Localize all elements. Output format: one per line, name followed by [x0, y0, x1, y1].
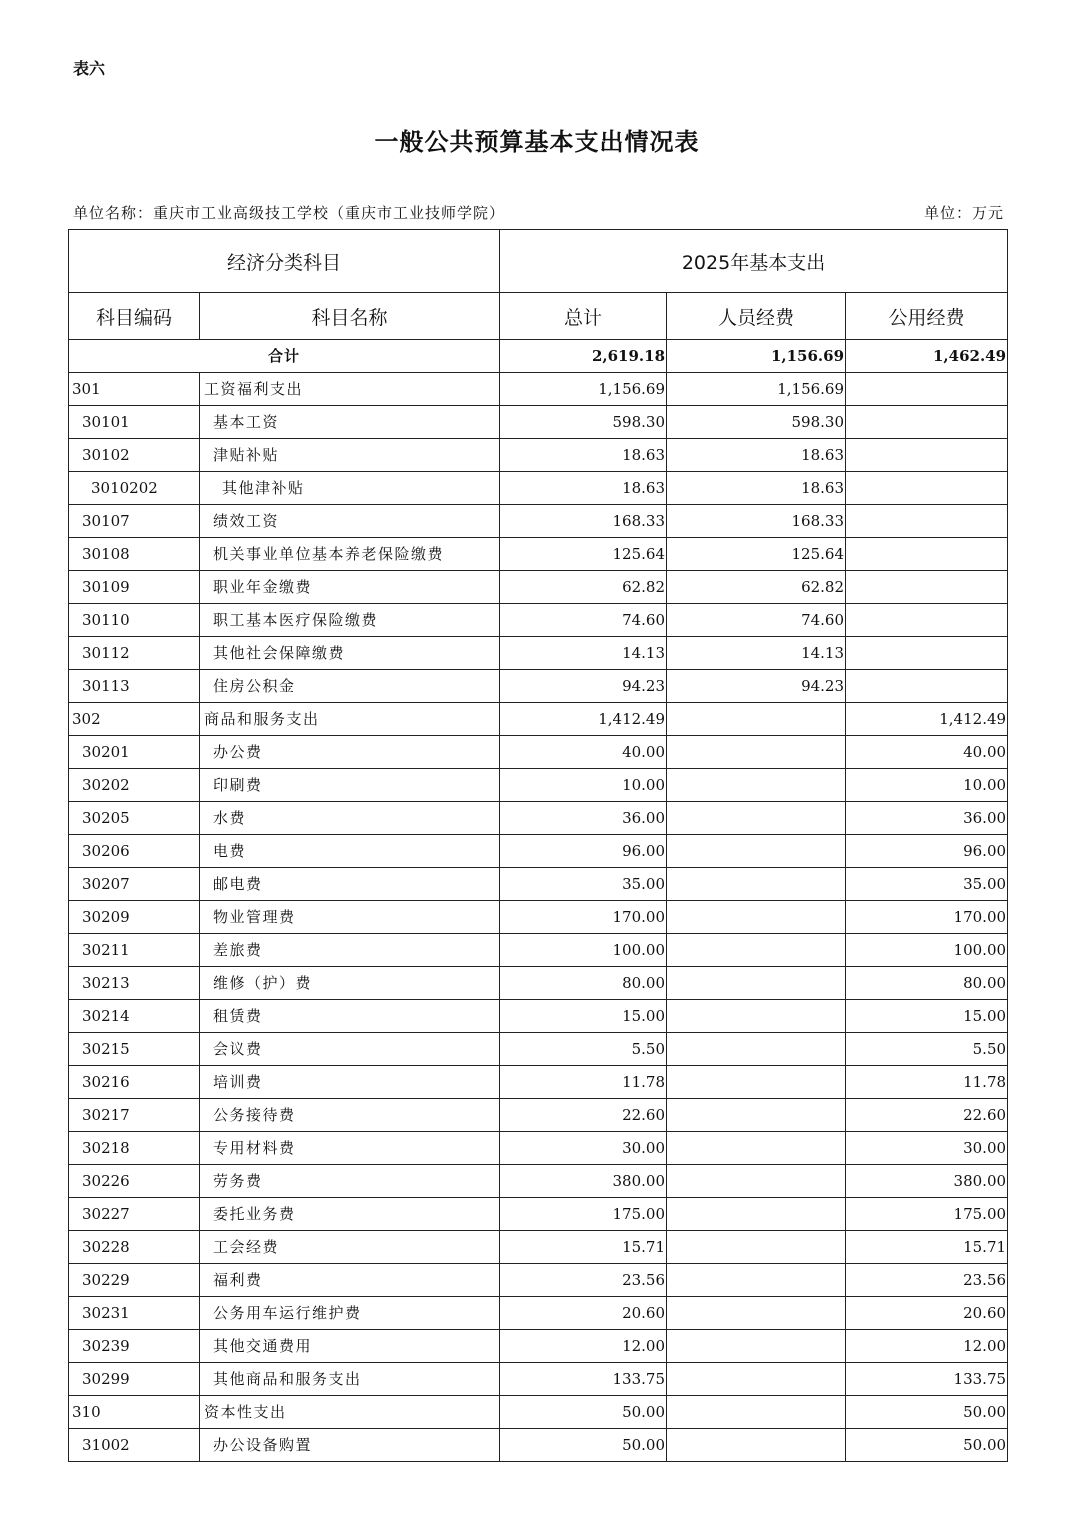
- row-total: 14.13: [500, 637, 667, 670]
- row-name: 办公设备购置: [200, 1429, 500, 1462]
- table-row: [69, 1099, 1008, 1132]
- row-total: 170.00: [500, 901, 667, 934]
- table-row: [69, 1066, 1008, 1099]
- row-personnel: [667, 967, 846, 1000]
- page-title: 一般公共预算基本支出情况表: [374, 127, 700, 156]
- row-public: 96.00: [846, 835, 1008, 868]
- table-row: [69, 1264, 1008, 1297]
- total-personnel: 1,156.69: [667, 340, 846, 373]
- row-public: [846, 670, 1008, 703]
- row-personnel: [667, 901, 846, 934]
- row-name: 电费: [200, 835, 500, 868]
- row-code: 30109: [69, 571, 200, 604]
- row-name: 劳务费: [200, 1165, 500, 1198]
- row-code: 30299: [69, 1363, 200, 1396]
- table-row: [69, 1198, 1008, 1231]
- row-total: 1,156.69: [500, 373, 667, 406]
- table-row: [69, 736, 1008, 769]
- row-personnel: [667, 769, 846, 802]
- row-public: 1,412.49: [846, 703, 1008, 736]
- row-personnel: 598.30: [667, 406, 846, 439]
- row-personnel: [667, 1066, 846, 1099]
- total-label: 合计: [69, 340, 500, 373]
- row-total: 175.00: [500, 1198, 667, 1231]
- row-personnel: [667, 934, 846, 967]
- row-name: 职工基本医疗保险缴费: [200, 604, 500, 637]
- table-row: [69, 1363, 1008, 1396]
- row-public: 133.75: [846, 1363, 1008, 1396]
- row-name: 福利费: [200, 1264, 500, 1297]
- table-row: [69, 1330, 1008, 1363]
- row-total: 12.00: [500, 1330, 667, 1363]
- row-code: 30108: [69, 538, 200, 571]
- row-code: 30201: [69, 736, 200, 769]
- row-total: 598.30: [500, 406, 667, 439]
- table-row: [69, 1396, 1008, 1429]
- row-public: 11.78: [846, 1066, 1008, 1099]
- row-public: 15.71: [846, 1231, 1008, 1264]
- row-name: 商品和服务支出: [200, 703, 500, 736]
- row-name: 专用材料费: [200, 1132, 500, 1165]
- row-name: 会议费: [200, 1033, 500, 1066]
- row-total: 94.23: [500, 670, 667, 703]
- row-code: 30226: [69, 1165, 200, 1198]
- row-public: [846, 538, 1008, 571]
- row-public: [846, 439, 1008, 472]
- row-code: 30227: [69, 1198, 200, 1231]
- table-row: [69, 373, 1008, 406]
- total-public: 1,462.49: [846, 340, 1008, 373]
- row-code: 30239: [69, 1330, 200, 1363]
- row-personnel: [667, 1099, 846, 1132]
- table-row: [69, 406, 1008, 439]
- row-personnel: [667, 1132, 846, 1165]
- row-name: 印刷费: [200, 769, 500, 802]
- header-code: 科目编码: [69, 293, 200, 340]
- currency-unit-label: 单位：万元: [923, 204, 1004, 222]
- table-row: [69, 604, 1008, 637]
- row-code: 30207: [69, 868, 200, 901]
- table-row: [69, 538, 1008, 571]
- row-personnel: [667, 868, 846, 901]
- row-public: 380.00: [846, 1165, 1008, 1198]
- row-name: 其他交通费用: [200, 1330, 500, 1363]
- row-personnel: [667, 1396, 846, 1429]
- row-name: 委托业务费: [200, 1198, 500, 1231]
- row-total: 380.00: [500, 1165, 667, 1198]
- row-name: 办公费: [200, 736, 500, 769]
- row-personnel: 168.33: [667, 505, 846, 538]
- row-name: 租赁费: [200, 1000, 500, 1033]
- row-public: [846, 373, 1008, 406]
- total-row: [69, 340, 1008, 373]
- row-total: 133.75: [500, 1363, 667, 1396]
- row-code: 30229: [69, 1264, 200, 1297]
- table-row: [69, 1165, 1008, 1198]
- row-personnel: [667, 1330, 846, 1363]
- row-public: [846, 472, 1008, 505]
- row-personnel: [667, 835, 846, 868]
- row-code: 30110: [69, 604, 200, 637]
- table-row: [69, 472, 1008, 505]
- row-total: 40.00: [500, 736, 667, 769]
- row-name: 住房公积金: [200, 670, 500, 703]
- row-name: 公务用车运行维护费: [200, 1297, 500, 1330]
- row-personnel: 14.13: [667, 637, 846, 670]
- header-year-expense: 2025年基本支出: [500, 230, 1008, 293]
- row-code: 30102: [69, 439, 200, 472]
- table-row: [69, 934, 1008, 967]
- row-total: 5.50: [500, 1033, 667, 1066]
- row-code: 30218: [69, 1132, 200, 1165]
- row-name: 差旅费: [200, 934, 500, 967]
- row-total: 22.60: [500, 1099, 667, 1132]
- row-total: 15.71: [500, 1231, 667, 1264]
- table-row: [69, 505, 1008, 538]
- unit-name-label: 单位名称：重庆市工业高级技工学校（重庆市工业技师学院）: [73, 204, 506, 222]
- row-code: 301: [69, 373, 200, 406]
- row-code: 30206: [69, 835, 200, 868]
- row-total: 18.63: [500, 472, 667, 505]
- table-row: [69, 1231, 1008, 1264]
- row-code: 30107: [69, 505, 200, 538]
- table-row: [69, 1429, 1008, 1462]
- row-total: 125.64: [500, 538, 667, 571]
- header-total: 总计: [500, 293, 667, 340]
- row-total: 50.00: [500, 1396, 667, 1429]
- row-total: 1,412.49: [500, 703, 667, 736]
- row-personnel: 18.63: [667, 472, 846, 505]
- row-personnel: 74.60: [667, 604, 846, 637]
- row-name: 公务接待费: [200, 1099, 500, 1132]
- row-public: 5.50: [846, 1033, 1008, 1066]
- row-personnel: [667, 703, 846, 736]
- table-row: [69, 901, 1008, 934]
- row-public: 50.00: [846, 1396, 1008, 1429]
- row-public: 175.00: [846, 1198, 1008, 1231]
- row-total: 18.63: [500, 439, 667, 472]
- row-code: 3010202: [69, 472, 200, 505]
- row-code: 30228: [69, 1231, 200, 1264]
- table-row: [69, 703, 1008, 736]
- row-public: [846, 505, 1008, 538]
- row-total: 62.82: [500, 571, 667, 604]
- row-total: 23.56: [500, 1264, 667, 1297]
- row-code: 30112: [69, 637, 200, 670]
- row-code: 30205: [69, 802, 200, 835]
- row-name: 资本性支出: [200, 1396, 500, 1429]
- row-total: 35.00: [500, 868, 667, 901]
- row-name: 物业管理费: [200, 901, 500, 934]
- table-row: [69, 1132, 1008, 1165]
- row-total: 80.00: [500, 967, 667, 1000]
- row-public: 40.00: [846, 736, 1008, 769]
- row-personnel: [667, 1264, 846, 1297]
- total-sum: 2,619.18: [500, 340, 667, 373]
- row-personnel: 125.64: [667, 538, 846, 571]
- row-name: 绩效工资: [200, 505, 500, 538]
- row-name: 培训费: [200, 1066, 500, 1099]
- header-name: 科目名称: [200, 293, 500, 340]
- row-personnel: [667, 1363, 846, 1396]
- row-public: 30.00: [846, 1132, 1008, 1165]
- row-name: 邮电费: [200, 868, 500, 901]
- row-code: 30216: [69, 1066, 200, 1099]
- table-row: [69, 1000, 1008, 1033]
- row-personnel: [667, 1165, 846, 1198]
- row-total: 96.00: [500, 835, 667, 868]
- row-name: 维修（护）费: [200, 967, 500, 1000]
- row-total: 15.00: [500, 1000, 667, 1033]
- header-public: 公用经费: [846, 293, 1008, 340]
- row-personnel: [667, 1429, 846, 1462]
- row-public: 15.00: [846, 1000, 1008, 1033]
- row-code: 310: [69, 1396, 200, 1429]
- row-total: 30.00: [500, 1132, 667, 1165]
- table-row: [69, 967, 1008, 1000]
- row-public: 20.60: [846, 1297, 1008, 1330]
- row-public: [846, 604, 1008, 637]
- table-row: [69, 670, 1008, 703]
- row-name: 机关事业单位基本养老保险缴费: [200, 538, 500, 571]
- table-row: [69, 868, 1008, 901]
- row-code: 302: [69, 703, 200, 736]
- row-code: 30202: [69, 769, 200, 802]
- header-econ-class: 经济分类科目: [69, 230, 500, 293]
- row-name: 其他津补贴: [200, 472, 500, 505]
- row-name: 其他社会保障缴费: [200, 637, 500, 670]
- row-public: 23.56: [846, 1264, 1008, 1297]
- row-name: 职业年金缴费: [200, 571, 500, 604]
- row-personnel: 1,156.69: [667, 373, 846, 406]
- row-total: 168.33: [500, 505, 667, 538]
- row-personnel: [667, 1297, 846, 1330]
- row-public: 35.00: [846, 868, 1008, 901]
- row-personnel: [667, 802, 846, 835]
- row-public: 170.00: [846, 901, 1008, 934]
- row-total: 36.00: [500, 802, 667, 835]
- row-personnel: 62.82: [667, 571, 846, 604]
- row-public: [846, 637, 1008, 670]
- table-row: [69, 571, 1008, 604]
- row-total: 100.00: [500, 934, 667, 967]
- table-row: [69, 1033, 1008, 1066]
- expenditure-table: [68, 229, 1008, 1462]
- row-name: 其他商品和服务支出: [200, 1363, 500, 1396]
- row-personnel: 18.63: [667, 439, 846, 472]
- table-row: [69, 439, 1008, 472]
- row-name: 水费: [200, 802, 500, 835]
- table-row: [69, 1297, 1008, 1330]
- row-public: 10.00: [846, 769, 1008, 802]
- row-public: 36.00: [846, 802, 1008, 835]
- row-total: 11.78: [500, 1066, 667, 1099]
- row-personnel: [667, 1000, 846, 1033]
- row-public: 80.00: [846, 967, 1008, 1000]
- row-code: 30214: [69, 1000, 200, 1033]
- row-name: 基本工资: [200, 406, 500, 439]
- row-public: 50.00: [846, 1429, 1008, 1462]
- row-personnel: [667, 1231, 846, 1264]
- row-public: 22.60: [846, 1099, 1008, 1132]
- row-code: 30215: [69, 1033, 200, 1066]
- row-personnel: [667, 1033, 846, 1066]
- row-total: 50.00: [500, 1429, 667, 1462]
- row-code: 30113: [69, 670, 200, 703]
- row-total: 10.00: [500, 769, 667, 802]
- row-total: 74.60: [500, 604, 667, 637]
- table-number: 表六: [73, 59, 106, 78]
- row-public: [846, 571, 1008, 604]
- row-code: 30211: [69, 934, 200, 967]
- table-row: [69, 637, 1008, 670]
- row-code: 30209: [69, 901, 200, 934]
- row-code: 30231: [69, 1297, 200, 1330]
- row-name: 工资福利支出: [200, 373, 500, 406]
- row-personnel: [667, 736, 846, 769]
- row-total: 20.60: [500, 1297, 667, 1330]
- row-personnel: 94.23: [667, 670, 846, 703]
- row-personnel: [667, 1198, 846, 1231]
- row-name: 津贴补贴: [200, 439, 500, 472]
- row-public: 100.00: [846, 934, 1008, 967]
- table-row: [69, 802, 1008, 835]
- row-name: 工会经费: [200, 1231, 500, 1264]
- table-row: [69, 835, 1008, 868]
- row-code: 30101: [69, 406, 200, 439]
- row-code: 30217: [69, 1099, 200, 1132]
- row-public: [846, 406, 1008, 439]
- header-personnel: 人员经费: [667, 293, 846, 340]
- row-public: 12.00: [846, 1330, 1008, 1363]
- row-code: 31002: [69, 1429, 200, 1462]
- row-code: 30213: [69, 967, 200, 1000]
- table-row: [69, 769, 1008, 802]
